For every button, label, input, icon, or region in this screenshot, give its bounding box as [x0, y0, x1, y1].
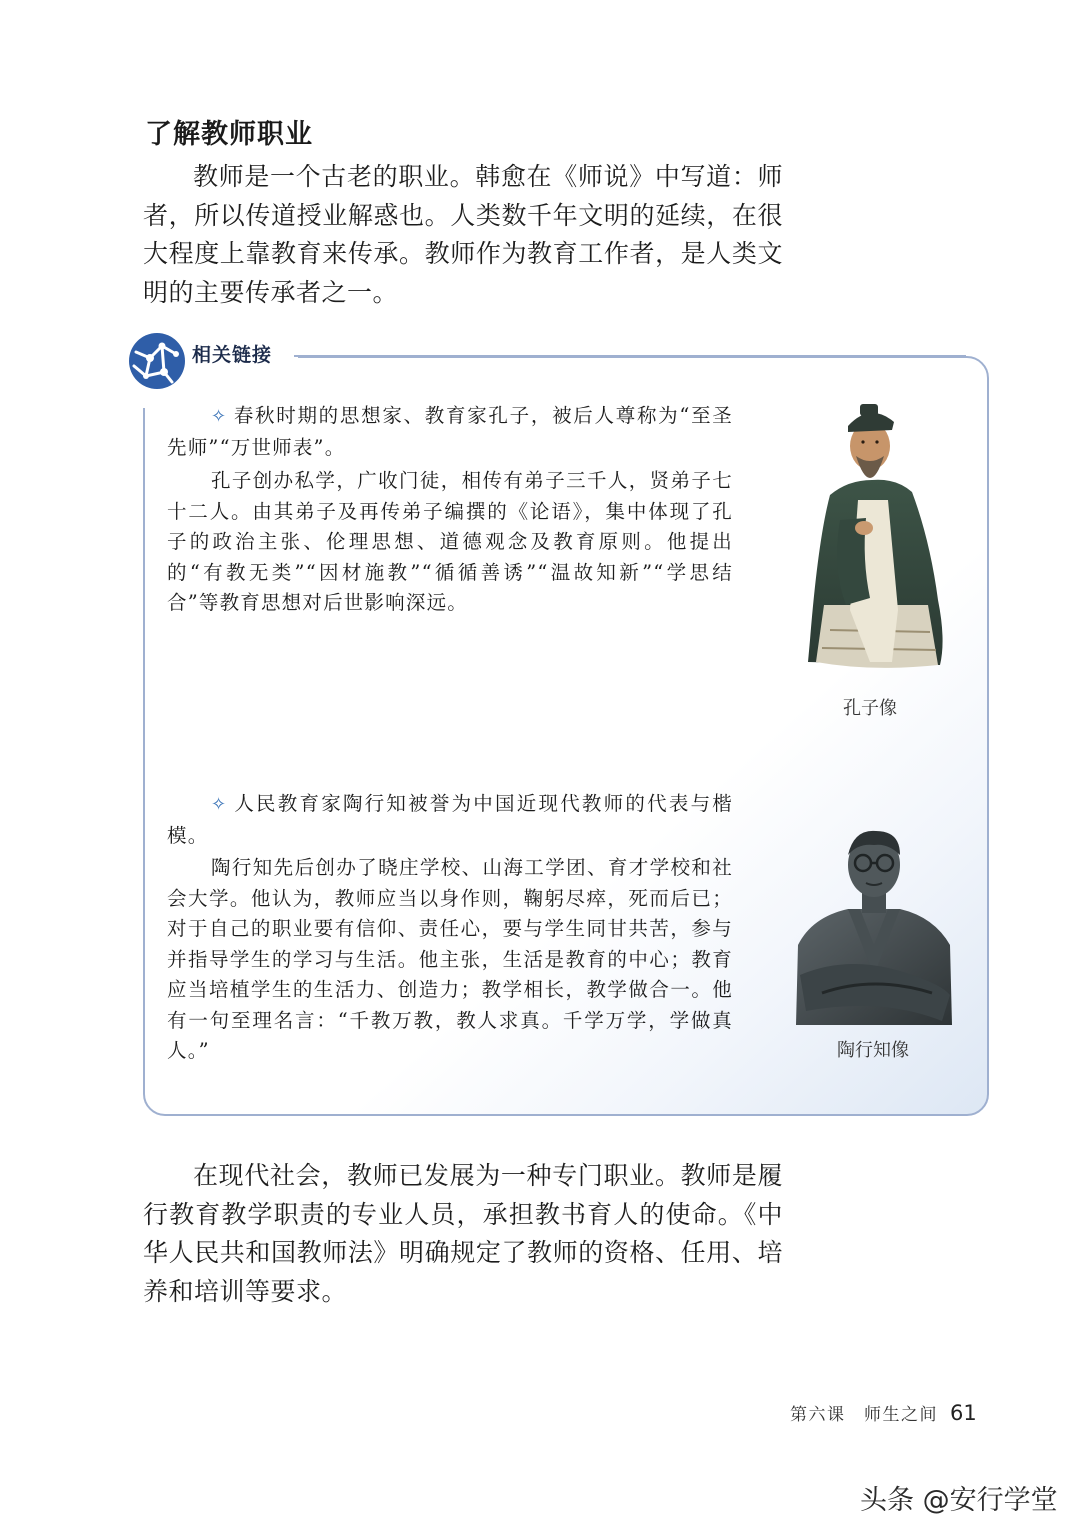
- network-globe-icon: [128, 332, 186, 390]
- links-header-rule: [294, 355, 966, 357]
- intro-paragraph: 教师是一个古老的职业。韩愈在《师说》中写道：师者，所以传道授业解惑也。人类数千年文明的延续，在很大程度上靠教育来传承。教师作为教育工作者，是人类文明的主要传承者之一。: [143, 162, 783, 307]
- related-links-label: 相关链接: [192, 344, 273, 366]
- diamond-marker-icon: ✧: [211, 794, 228, 815]
- confucius-lead: [167, 401, 733, 463]
- page-number: 61: [950, 1401, 977, 1425]
- section-title: 了解教师职业: [145, 119, 313, 150]
- confucius-lead-text: 春秋时期的思想家、教育家孔子，被后人尊称为“至圣先师”“万世师表”。: [167, 404, 733, 459]
- tao-lead-text: 人民教育家陶行知被誉为中国近现代教师的代表与楷模。: [167, 792, 733, 847]
- confucius-caption: 孔子像: [843, 698, 897, 719]
- page-footer: [790, 1400, 977, 1425]
- tao-xingzhi-caption: 陶行知像: [837, 1040, 909, 1061]
- chapter-label: 第六课 师生之间: [790, 1405, 938, 1425]
- modern-paragraph: 在现代社会，教师已发展为一种专门职业。教师是履行教育教学职责的专业人员，承担教书育人的使命。《中华人民共和国教师法》明确规定了教师的资格、任用、培养和培训等要求。: [143, 1161, 783, 1306]
- watermark: 头条 @安行学堂: [860, 1485, 1058, 1516]
- confucius-portrait: [800, 400, 950, 672]
- tao-xingzhi-statue: [792, 825, 956, 1025]
- tao-body: 陶行知先后创办了晓庄学校、山海工学团、育才学校和社会大学。他认为，教师应当以身作则，鞠躬尽瘁，死而后已；对于自己的职业要有信仰、责任心，要与学生同甘共苦，参与并指导学生的学习与生活。他主张，生活是教育的中心；教育应当培植学生的生活力、创造力；教学相长，教学做合一。他有一句至理名言：“千教万教，教人求真。千学万学，学做真人。”: [167, 856, 733, 1062]
- confucius-body: 孔子创办私学，广收门徒，相传有弟子三千人，贤弟子七十二人。由其弟子及再传弟子编撰的《论语》，集中体现了孔子的政治主张、伦理思想、道德观念及教育原则。他提出的“有教无类”“因材施教”“循循善诱”“温故知新”“学思结合”等教育思想对后世影响深远。: [167, 469, 733, 614]
- tao-lead: [167, 789, 733, 851]
- diamond-marker-icon: ✧: [211, 406, 228, 427]
